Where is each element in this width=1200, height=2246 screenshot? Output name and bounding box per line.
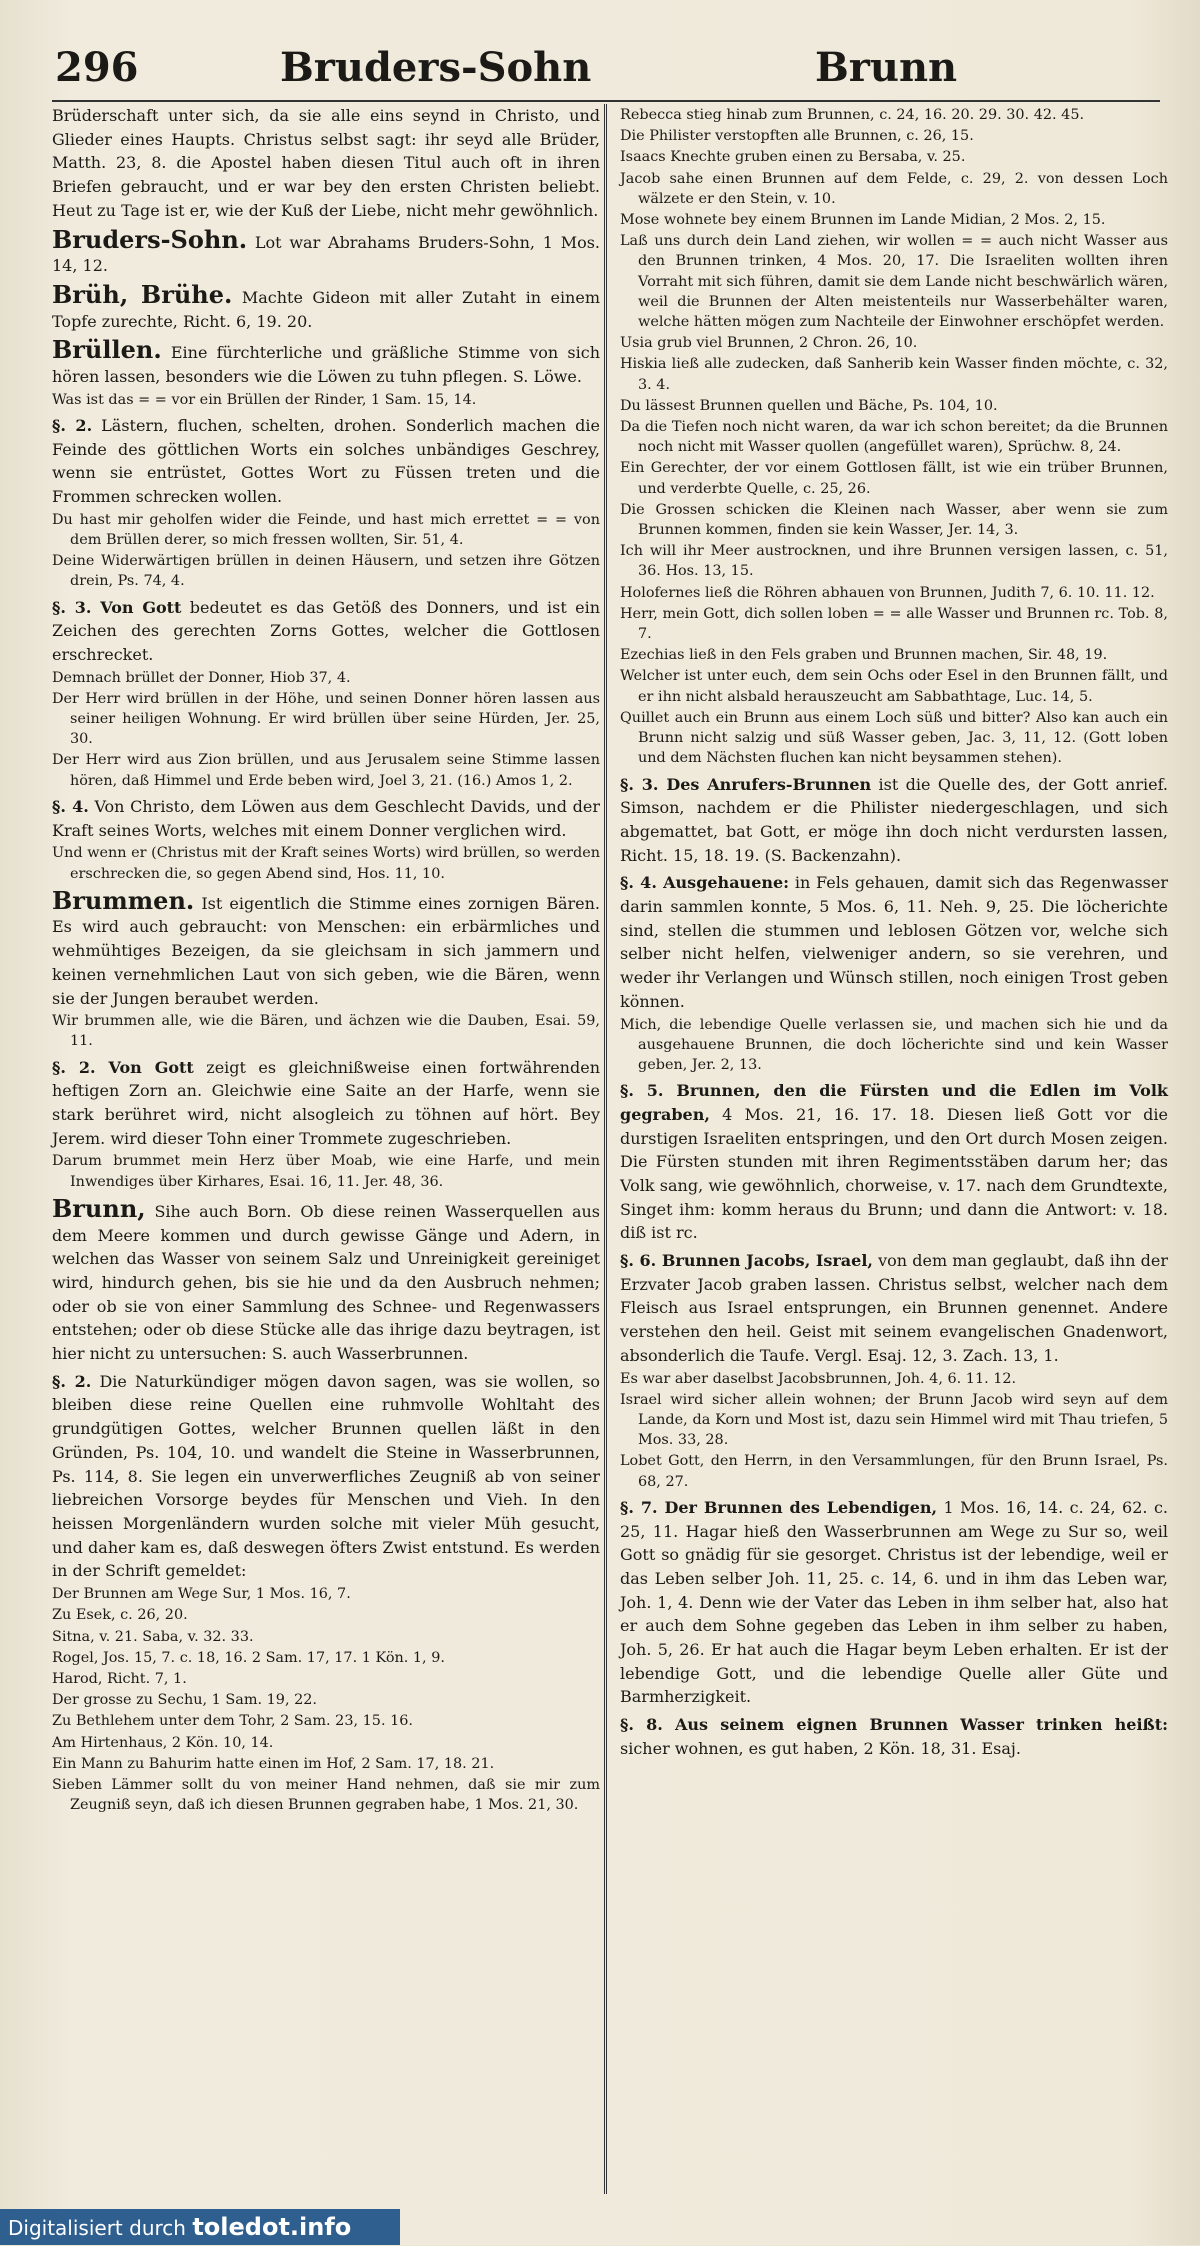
left-entry — [52, 335, 600, 388]
left-citation: Zu Esek, c. 26, 20. — [52, 1607, 188, 1624]
section-heading: §. 7. Der Brunnen des Lebendigen, — [620, 1497, 938, 1517]
left-citation: Der Brunnen am Wege Sur, 1 Mos. 16, 7. — [52, 1586, 351, 1603]
left-citation: Rogel, Jos. 15, 7. c. 18, 16. 2 Sam. 17, 17. 1 Kön. 1, 9. — [52, 1649, 445, 1666]
left-citation: Wir brummen alle, wie die Bären, und ächzen wie die Dauben, Esai. 59, 11. — [52, 1013, 600, 1050]
section-heading: §. 4. — [52, 796, 89, 816]
right-citation: Jacob sahe einen Brunnen auf dem Felde, c. 29, 2. von dessen Loch wälzete er den Stein, v. 10. — [620, 170, 1168, 207]
section-text: 1 Mos. 16, 14. c. 24, 62. c. 25, 11. Hagar hieß den Wasserbrunnen am Wege zu Sur so, weil Gott so gnädig für sie gesorget. Christus ist der lebendige, weil er das Leben selber Joh. 11, 25. c. 14, 6. und in ihm das Leben war, Joh. 1, 4. Denn wie der Vater das Leben in ihm selber hat, also hat er auch dem Sohne gegeben das Leben in ihm selber zu haben, Joh. 5, 26. Er hat auch die Hagar beym Leben erhalten. Er ist der lebendige Gott, und die lebendige Quelle aller Güte und Barmherzigkeit. — [620, 1497, 1168, 1707]
left-entry — [52, 279, 601, 333]
left-section — [52, 1370, 600, 1583]
entry-text: Lot war Abrahams Bruders-Sohn, 1 Mos. 14, 12. — [52, 232, 600, 276]
left-citation: Deine Widerwärtigen brüllen in deinen Häusern, und setzen ihre Götzen drein, Ps. 74, 4. — [52, 553, 600, 590]
entry-headword: Brüh, Brühe. — [52, 279, 233, 309]
left-entry — [52, 1193, 600, 1366]
left-entry — [52, 224, 600, 278]
section-text: sicher wohnen, es gut haben, 2 Kön. 18, 31. Esaj. — [620, 1738, 1021, 1758]
entry-text: Eine fürchterliche und gräßliche Stimme von sich hören lassen, besonders wie die Löwen zu tuhn pflegen. S. Löwe. — [52, 343, 600, 387]
entry-headword: Brummen. — [52, 885, 195, 915]
page-header — [55, 44, 1155, 96]
right-citation: Da die Tiefen noch nicht waren, da war ich schon bereitet; da die Brunnen noch nicht mit Wasser quollen (angefüllet waren), Sprüchw. 8, 24. — [620, 419, 1168, 456]
left-citation: Darum brummet mein Herz über Moab, wie eine Harfe, und mein Inwendiges über Kirhares, Esai. 16, 11. Jer. 48, 36. — [52, 1153, 600, 1190]
section-heading: §. 3. Des Anrufers-Brunnen — [620, 774, 872, 794]
section-text: zeigt es gleichnißweise einen fortwährenden heftigen Zorn an. Gleichwie eine Saite an der Harfe, wenn sie stark berühret wird, nicht alsogleich zu töhnen auf hört. Bey Jerem. wird dieser Tohn einer Trommete zugeschrieben. — [52, 1057, 601, 1148]
right-citation: Ein Gerechter, der vor einem Gottlosen fällt, ist wie ein trüber Brunnen, und verderbte Quelle, c. 25, 26. — [620, 460, 1168, 497]
right-citation: Usia grub viel Brunnen, 2 Chron. 26, 10. — [620, 335, 918, 352]
right-citation: Hiskia ließ alle zudecken, daß Sanherib kein Wasser finden möchte, c. 32, 3. 4. — [620, 356, 1168, 393]
entry-text: Machte Gideon mit aller Zutaht in einem Topfe zurechte, Richt. 6, 19. 20. — [52, 287, 601, 331]
right-section — [620, 1713, 1168, 1760]
left-section — [52, 1056, 600, 1151]
left-citation: Du hast mir geholfen wider die Feinde, und hast mich errettet = = von dem Brüllen derer, so mich fressen wollten, Sir. 51, 4. — [52, 511, 600, 548]
left-citation: Und wenn er (Christus mit der Kraft seines Worts) wird brüllen, so werden erschrecken die, so gegen Abend sind, Hos. 11, 10. — [52, 845, 600, 882]
left-entry — [52, 885, 600, 1011]
right-citation: Welcher ist unter euch, dem sein Ochs oder Esel in den Brunnen fällt, und er ihn nicht alsbald herauszeucht am Sabbathtage, Luc. 14, 5. — [620, 668, 1168, 705]
section-heading: §. 3. Von Gott — [52, 597, 182, 617]
section-text: 4 Mos. 21, 16. 17. 18. Diesen ließ Gott vor die durstigen Israeliten entspringen, und den Ort durch Mosen zeigen. Die Fürsten stunden mit ihren Regimentsstäben darum her; das Volk sang, wie gewöhnlich, chorweise, v. 17. nach dem Grundtexte, Singet ihm: komm heraus du Brunn; und dann die Antwort: v. 18. diß ist rc. — [620, 1104, 1168, 1243]
left-citation: Was ist das = = vor ein Brüllen der Rinder, 1 Sam. 15, 14. — [52, 391, 477, 408]
right-citation: Rebecca stieg hinab zum Brunnen, c. 24, 16. 20. 29. 30. 42. 45. — [620, 107, 1085, 123]
right-citation: Israel wird sicher allein wohnen; der Brunn Jacob wird seyn auf dem Lande, da Korn und Most ist, dazu sein Himmel wird mit Thau triefen, 5 Mos. 33, 28. — [620, 1391, 1168, 1449]
entry-headword: Brüllen. — [52, 335, 162, 365]
right-section — [620, 1079, 1168, 1245]
left-column — [52, 104, 600, 1816]
page-number: 296 — [55, 44, 139, 91]
left-citation: Ein Mann zu Bahurim hatte einen im Hof, 2 Sam. 17, 18. 21. — [52, 1755, 495, 1772]
left-citation: Sieben Lämmer sollt du von meiner Hand nehmen, daß sie mir zum Zeugniß seyn, daß ich diesen Brunnen gegraben habe, 1 Mos. 21, 30. — [52, 1776, 600, 1814]
badge-site: toledot.info — [192, 2213, 352, 2241]
left-citation: Sitna, v. 21. Saba, v. 32. 33. — [52, 1628, 254, 1645]
section-heading: §. 2. — [52, 1371, 92, 1391]
right-column — [620, 104, 1168, 1761]
right-citation: Lobet Gott, den Herrn, in den Versammlungen, für den Brunn Israel, Ps. 68, 27. — [620, 1453, 1168, 1490]
right-citation: Isaacs Knechte gruben einen zu Bersaba, v. 25. — [620, 149, 966, 166]
left-citation: Der grosse zu Sechu, 1 Sam. 19, 22. — [52, 1692, 317, 1709]
section-text: von dem man geglaubt, daß ihn der Erzvater Jacob graben lassen. Christus selbst, welcher nach dem Fleisch aus Israel entsprungen, ein Brunnen genennet. Andere verstehen den heil. Geist mit seinem evangelischen Gnadenwort, absonderlich die Taufe. Vergl. Esaj. 12, 3. Zach. 13, 1. — [620, 1251, 1169, 1365]
left-section — [52, 414, 600, 509]
right-section — [620, 773, 1168, 868]
entry-headword: Bruders-Sohn. — [52, 224, 248, 254]
section-text: Die Naturkündiger mögen davon sagen, was sie wollen, so bleiben diese reine Quellen eine ruhmvolle Wohltaht des grundgütigen Gottes, welcher Brunnen quellen läßt in den Gründen, Ps. 104, 10. und wandelt die Steine in Wasserbrunnen, Ps. 114, 8. Sie legen ein unverwerfliches Zeugniß ab von seiner liebreichen Vorsorge beydes für Menschen und Vieh. In den heissen Morgenländern wurden solche mit vieler Müh gesucht, und daher kam es, daß deswegen öfters Zwist entstund. Es werden in der Schrift gemeldet: — [52, 1371, 600, 1581]
header-rule — [52, 100, 1160, 102]
section-heading: §. 2. — [52, 415, 93, 435]
right-section — [620, 871, 1168, 1013]
right-citation: Es war aber daselbst Jacobsbrunnen, Joh. 4, 6. 11. 12. — [620, 1370, 1017, 1387]
section-heading: §. 6. Brunnen Jacobs, Israel, — [620, 1251, 873, 1271]
right-section — [620, 1496, 1168, 1709]
right-citation: Die Grossen schicken die Kleinen nach Wasser, aber wenn sie zum Brunnen kommen, finden sie kein Wasser, Jer. 14, 3. — [620, 501, 1168, 539]
entry-text: Sihe auch Born. Ob diese reinen Wasserquellen aus dem Meere kommen und durch gewisse Gänge und Adern, in welchen das Wasser von seinem Salz und Unreinigkeit gereiniget wird, hindurch gehen, bis sie hie und da den Ausbruch nehmen; oder ob sie von einer Sammlung des Schnee- und Regenwassers entstehen; oder ob diese Stücke alle das ihrige dazu beytragen, ist hier nicht zu untersuchen: S. auch Wasserbrunnen. — [52, 1201, 600, 1364]
section-text: Lästern, fluchen, schelten, drohen. Sonderlich machen die Feinde des göttlichen Worts ein solches unbändiges Geschrey, wenn sie entrüstet, Gottes Wort zu Füssen treten und die Frommen schrecken wollen. — [52, 415, 600, 507]
left-citation: Am Hirtenhaus, 2 Kön. 10, 14. — [52, 1734, 274, 1751]
entry-headword: Brunn, — [52, 1193, 146, 1223]
left-section — [52, 596, 600, 667]
right-citation: Herr, mein Gott, dich sollen loben = = alle Wasser und Brunnen rc. Tob. 8, 7. — [620, 605, 1168, 643]
entry-text: Ist eigentlich die Stimme eines zornigen Bären. Es wird auch gebraucht: von Menschen: ein erbärmliches und wehmühtiges Bezeigen, da sie gleichsam in sich jammern und keinen vernehmlichen Laut von sich geben, wie die Bären, wenn sie der Jungen beraubet werden. — [52, 893, 600, 1008]
right-citation: Laß uns durch dein Land ziehen, wir wollen = = auch nicht Wasser aus den Brunnen trinken, 4 Mos. 20, 17. Die Israeliten wollten ihren Vorraht mit sich führen, damit sie dem Lande nicht beschwärlich wären, weil die Brunnen der Alten meistenteils nur Wasserbehälter waren, welche hätten mögen zum Nachteile der Einwohner erschöpfet werden. — [620, 233, 1169, 331]
right-citation: Ezechias ließ in den Fels graben und Brunnen machen, Sir. 48, 19. — [620, 647, 1108, 664]
left-paragraph: Brüderschaft unter sich, da sie alle eins seynd in Christo, und Glieder eines Haupts. Christus selbst sagt: ihr seyd alle Brüder, Matth. 23, 8. die Apostel haben diesen Titul auch oft in ihren Briefen gebraucht, und er war bey den ersten Christen beliebt. Heut zu Tage ist er, wie der Kuß der Liebe, nicht mehr gewöhnlich. — [52, 106, 600, 220]
running-head-left: Bruders-Sohn — [280, 44, 592, 91]
right-citation: Ich will ihr Meer austrocknen, und ihre Brunnen versigen lassen, c. 51, 36. Hos. 13, 15. — [620, 543, 1168, 580]
section-text: Von Christo, dem Löwen aus dem Geschlecht Davids, und der Kraft seines Worts, welches mit einem Donner verglichen wird. — [52, 796, 600, 840]
left-citation: Der Herr wird brüllen in der Höhe, und seinen Donner hören lassen aus seiner heiligen Wohnung. Er wird brüllen über seine Hürden, Jer. 25, 30. — [52, 690, 600, 748]
badge-prefix: Digitalisiert durch — [8, 2216, 193, 2240]
section-heading: §. 2. Von Gott — [52, 1057, 194, 1077]
right-citation: Holofernes ließ die Röhren abhauen von Brunnen, Judith 7, 6. 10. 11. 12. — [620, 584, 1155, 601]
section-heading: §. 8. Aus seinem eignen Brunnen Wasser trinken heißt: — [620, 1715, 1168, 1735]
left-citation: Harod, Richt. 7, 1. — [52, 1670, 187, 1687]
left-citation: Demnach brüllet der Donner, Hiob 37, 4. — [52, 669, 351, 686]
section-heading: §. 5. Brunnen, den die Fürsten und die Edlen im Volk gegraben, — [620, 1081, 1168, 1124]
left-citation: Der Herr wird aus Zion brüllen, und aus Jerusalem seine Stimme lassen hören, daß Himmel und Erde beben wird, Joel 3, 21. (16.) Amos 1, 2. — [52, 752, 600, 789]
right-citation: Mich, die lebendige Quelle verlassen sie, und machen sich hie und da ausgehauene Brunnen, die doch löcherichte sind und kein Wasser geben, Jer. 2, 13. — [620, 1016, 1168, 1073]
section-text: in Fels gehauen, damit sich das Regenwasser darin sammlen konnte, 5 Mos. 6, 11. Neh. 9, 25. Die löcherichte sind, stellen die stummen und leblosen Götzen vor, welche sich selber nicht helfen, vielweniger andern, so sie verehren, und weder ihr Verlangen und Wünsch stillen, noch einigen Trost geben können. — [620, 873, 1169, 1011]
section-text: ist die Quelle des, der Gott anrief. Simson, nachdem er die Philister niedergeschlagen, und sich abgemattet, bat Gott, er möge ihn doch nicht verdursten lassen, Richt. 15, 18. 19. (S. Backenzahn). — [620, 774, 1169, 865]
left-citation: Zu Bethlehem unter dem Tohr, 2 Sam. 23, 15. 16. — [52, 1713, 413, 1730]
right-citation: Die Philister verstopften alle Brunnen, c. 26, 15. — [620, 128, 974, 145]
digitization-badge[interactable] — [0, 2209, 400, 2245]
left-section — [52, 795, 600, 842]
right-citation: Quillet auch ein Brunn aus einem Loch süß und bitter? Also kan auch ein Brunn nicht salzig und süß Wasser geben, Jac. 3, 11, 12. (Gott loben und dem Nächsten fluchen kan nicht beysammen stehen). — [620, 709, 1168, 767]
column-divider — [604, 104, 609, 2194]
right-section — [620, 1249, 1168, 1368]
section-heading: §. 4. Ausgehauene: — [620, 873, 790, 893]
right-citation: Du lässest Brunnen quellen und Bäche, Ps. 104, 10. — [620, 397, 998, 414]
running-head-right: Brunn — [815, 44, 958, 91]
section-text: bedeutet es das Getöß des Donners, und ist ein Zeichen des gerechten Zorns Gottes, welcher die Gottlosen erschrecket. — [52, 597, 600, 664]
right-citation: Mose wohnete bey einem Brunnen im Lande Midian, 2 Mos. 2, 15. — [620, 212, 1106, 229]
